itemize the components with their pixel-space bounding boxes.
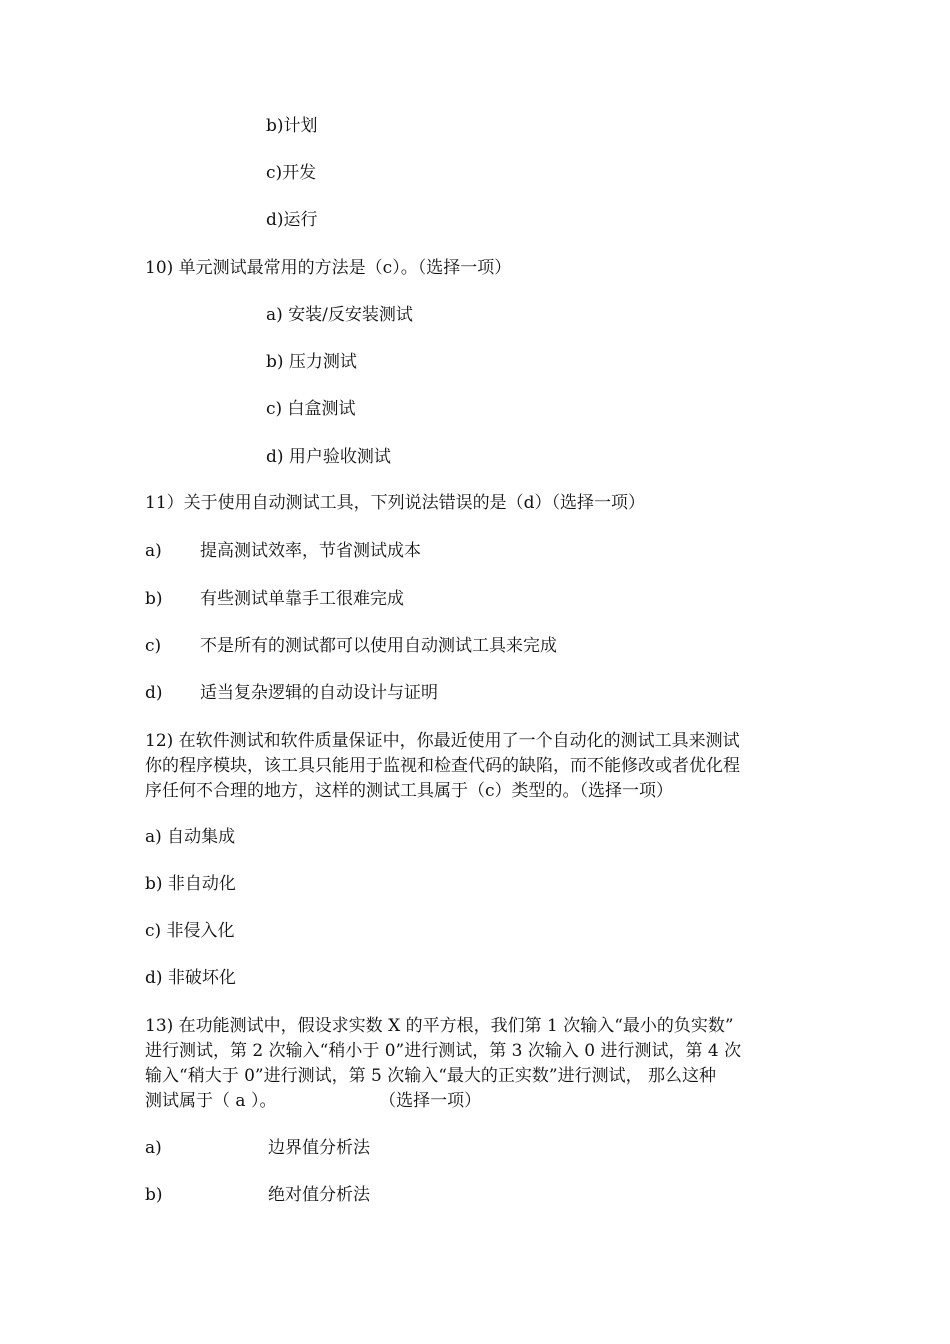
q11-option-a-text: 提高测试效率，节省测试成本 xyxy=(200,541,421,561)
q13-option-a-label: a) xyxy=(145,1138,162,1158)
q11-option-b-text: 有些测试单靠手工很难完成 xyxy=(200,589,404,609)
q10-stem: 10) 单元测试最常用的方法是（c）。（选择一项） xyxy=(145,258,512,278)
q13-option-b-label: b) xyxy=(145,1185,163,1205)
q13-option-a-text: 边界值分析法 xyxy=(268,1138,370,1158)
q12-stem-line-1: 12) 在软件测试和软件质量保证中，你最近使用了一个自动化的测试工具来测试 xyxy=(145,731,740,751)
q12-option-a: a) 自动集成 xyxy=(145,827,236,847)
q13-stem-line-3: 输入“稍大于 0”进行测试，第 5 次输入“最大的正实数”进行测试， 那么这种 xyxy=(145,1066,717,1086)
q9-option-c: c)开发 xyxy=(266,163,317,183)
q13-stem xyxy=(145,1014,810,1114)
q13-option-b-text: 绝对值分析法 xyxy=(268,1185,370,1205)
q13-stem-line-4: 测试属于（ a ）。 （选择一项） xyxy=(145,1091,482,1111)
q12-stem-line-2: 你的程序模块，该工具只能用于监视和检查代码的缺陷，而不能修改或者优化程 xyxy=(145,756,740,776)
q13-stem-line-2: 进行测试，第 2 次输入“稍小于 0”进行测试，第 3 次输入 0 进行测试，第 4 次 xyxy=(145,1041,742,1061)
q12-option-b: b) 非自动化 xyxy=(145,874,236,894)
q12-stem-line-3: 序任何不合理的地方，这样的测试工具属于（c）类型的。（选择一项） xyxy=(145,781,674,801)
q11-option-c-text: 不是所有的测试都可以使用自动测试工具来完成 xyxy=(200,636,557,656)
q10-option-b: b) 压力测试 xyxy=(266,352,357,372)
q10-option-a: a) 安装/反安装测试 xyxy=(266,305,413,325)
q10-option-c: c) 白盒测试 xyxy=(266,399,356,419)
q13-stem-line-1: 13) 在功能测试中，假设求实数 X 的平方根，我们第 1 次输入“最小的负实数” xyxy=(145,1016,734,1036)
q11-option-b-label: b) xyxy=(145,589,163,609)
q11-stem: 11）关于使用自动测试工具，下列说法错误的是（d）（选择一项） xyxy=(145,493,646,513)
q12-option-c: c) 非侵入化 xyxy=(145,921,235,941)
q12-stem xyxy=(145,729,810,804)
q9-option-b: b)计划 xyxy=(266,116,318,136)
q12-option-d: d) 非破坏化 xyxy=(145,968,236,988)
q11-option-d-text: 适当复杂逻辑的自动设计与证明 xyxy=(200,683,438,703)
q11-option-c-label: c) xyxy=(145,636,162,656)
q11-option-a-label: a) xyxy=(145,541,162,561)
q10-option-d: d) 用户验收测试 xyxy=(266,447,391,467)
q11-option-d-label: d) xyxy=(145,683,163,703)
q9-option-d: d)运行 xyxy=(266,210,318,230)
